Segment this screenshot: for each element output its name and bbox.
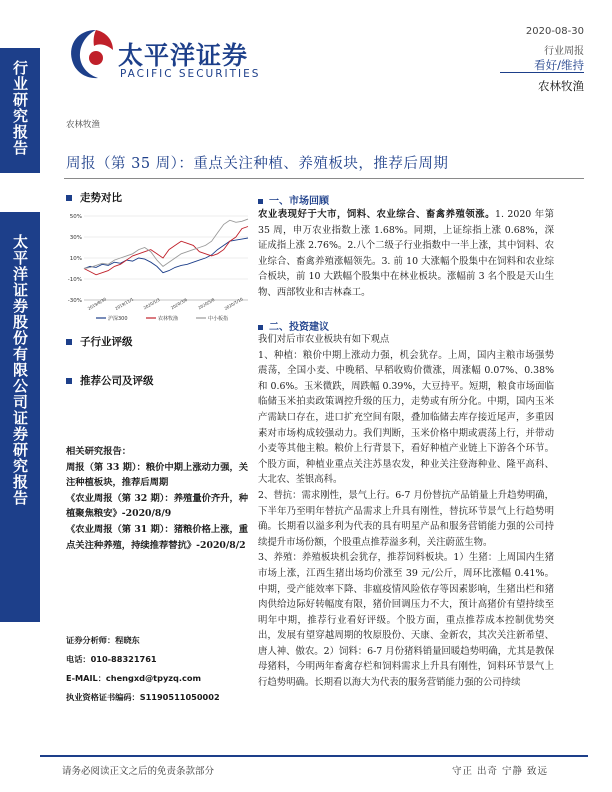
section-investment-heading bbox=[258, 318, 329, 333]
market-review-text bbox=[258, 207, 554, 301]
analyst-info bbox=[66, 631, 250, 707]
legend-label: 农林牧渔 bbox=[158, 316, 179, 322]
chart-legend bbox=[96, 315, 228, 322]
section-market-review-heading bbox=[258, 192, 329, 207]
chart-y-ticks bbox=[68, 214, 82, 304]
y-tick-label: 50% bbox=[69, 214, 82, 220]
series-line-3 bbox=[84, 219, 248, 268]
related-report-2[interactable]: 《农业周报（第 32 期）：养殖量价齐升，种植聚焦粮安》-2020/8/9 bbox=[66, 492, 249, 520]
chart-grid bbox=[84, 216, 248, 300]
bullet-square-icon bbox=[66, 339, 72, 345]
related-heading: 相关研究报告： bbox=[66, 446, 132, 457]
company-logo-icon bbox=[66, 26, 116, 82]
y-tick-label: 10% bbox=[69, 256, 82, 262]
analyst-email[interactable]: E-MAIL：chengxd@tpyzq.com bbox=[66, 673, 202, 683]
paragraph-planting: 1、种植：粮价中期上涨动力强，机会犹存。上周，国内主粮市场强势震荡，全国小麦、中晚稻、早稻收购价微涨，周涨幅 0.07%、0.38%和 0.6%。玉米微跌，周跌幅 0.39%，大豆持平。短期，粮食市场面临临储玉米拍卖政策调控升级的压力，走势或有所分化。中期，国内玉米产需缺口存在，进口扩充空间有限，叠加临储去库存接近尾声，多重因素对市场构成较强动力。我们判断，玉米价格中期或震荡上行，并带动小麦等其他主粮。粮价上行背景下，看好种植产业链上下游各个环节。个股方面，种植业重点关注苏垦农发，种业关注登海种业、隆平高科、大北农、荃银高科。 bbox=[258, 349, 554, 486]
paragraph-breeding: 3、养殖：养殖板块机会犹存，推荐饲料板块。1）生猪：上周国内生猪市场上涨，江西生猪出场均价涨至 39 元/公斤，周环比涨幅 0.41%。中期，受产能效率下降、非瘟疫情风险依存等因素影响，生猪出栏和猪肉供给边际好转幅度有限，猪价回调压力不大，预计高猪价有望持续至明年中期，推荐行业看好评级。个股方面，重点推荐成本控制优势突出，发展有望穿越周期的牧原股份、天康、金新农，其次关注新希望、唐人神、傲农。2）饲料：6-7 月份猪料销量回暖趋势明确，尤其是教保母猪料，今明两年畜禽存栏和饲料需求上升具有刚性，饲料环节景气上行趋势明确。长期看以海大为代表的服务营销能力强的公司持续 bbox=[258, 552, 554, 689]
bullet-square-icon bbox=[258, 325, 263, 330]
market-review-lead: 农业表现好于大市，饲料、农业综合、畜禽养殖领涨。 bbox=[258, 209, 495, 220]
bullet-square-icon bbox=[66, 378, 72, 384]
related-reports bbox=[66, 444, 250, 553]
analyst-certificate: 执业资格证书编码：S1190511050002 bbox=[66, 692, 220, 702]
footer-disclaimer: 请务必阅读正文之后的免责条款部分 bbox=[62, 766, 215, 777]
page-title: 周报（第 35 周）：重点关注种植、养殖板块，推荐后周期 bbox=[66, 156, 449, 172]
paragraph-antibiotic-substitute: 2、替抗：需求刚性，景气上行。6-7 月份替抗产品销量上升趋势明确，下半年乃至明年替抗产品需求上升具有刚性，替抗环节景气上行趋势明确。长期看以溢多利为代表的具有明星产品和服务营销能力强的公司持续提升市场份额，个股重点推荐溢多利，关注蔚蓝生物。 bbox=[258, 489, 554, 548]
legend-label: 中小板指 bbox=[208, 316, 229, 322]
bullet-square-icon bbox=[258, 199, 263, 204]
trend-heading bbox=[66, 190, 122, 205]
series-line-1 bbox=[84, 238, 248, 273]
bullet-square-icon bbox=[66, 195, 72, 201]
sidebar-report-category: 行业研究报告 bbox=[0, 48, 40, 173]
investment-text bbox=[258, 332, 554, 691]
trend-heading-label: 走势对比 bbox=[80, 192, 122, 204]
x-tick-label: 2019/11/1 bbox=[114, 296, 135, 311]
y-tick-label: -10% bbox=[67, 277, 82, 283]
x-tick-label: 2020/7/10 bbox=[223, 296, 244, 311]
analyst-name: 证券分析师：程晓东 bbox=[66, 635, 140, 645]
x-tick-label: 2020/3/6 bbox=[169, 297, 188, 311]
chart-x-ticks bbox=[87, 296, 244, 311]
related-report-3[interactable]: 《农业周报（第 31 期）：猪粮价格上涨，重点关注种养殖，持续推荐替抗》-2020/8/2 bbox=[66, 523, 249, 551]
trend-chart bbox=[62, 212, 252, 324]
header-divider bbox=[500, 72, 584, 73]
market-review-body: 1. 2020 年第 35 周，申万农业指数上涨 1.68%。同期，上证综指上涨 0.68%，深证成指上涨 2.76%。2.八个二级子行业指数中一半上涨，其中饲料、农业综合、畜禽养殖涨幅领先。3. 前 10 大涨幅个股集中在饲料和农业综合板块，前 10 大跌幅个股集中在林业板块。涨幅前 3 名个股是天山生物、西部牧业和吉林森工。 bbox=[258, 209, 554, 298]
y-tick-label: -30% bbox=[67, 298, 82, 304]
logo-english-name: PACIFIC SECURITIES bbox=[120, 68, 261, 80]
title-divider bbox=[64, 178, 584, 179]
sub-rating-heading-label: 子行业评级 bbox=[80, 336, 133, 348]
related-report-1[interactable]: 周报（第 33 期）：粮价中期上涨动力强，关注种植板块，推荐后周期 bbox=[66, 461, 249, 489]
section-heading-label: 一、市场回顾 bbox=[269, 196, 329, 207]
x-tick-label: 2020/1/3 bbox=[142, 297, 161, 311]
report-type: 行业周报 bbox=[544, 46, 584, 57]
footer-divider bbox=[40, 755, 588, 757]
footer-motto: 守正 出奇 宁静 致远 bbox=[452, 766, 549, 777]
sub-rating-heading bbox=[66, 334, 133, 349]
x-tick-label: 2019/8/30 bbox=[86, 296, 108, 311]
chart-series bbox=[84, 219, 248, 275]
logo-chinese-name: 太平洋证券 bbox=[118, 41, 249, 70]
series-line-2 bbox=[84, 227, 248, 275]
report-date: 2020-08-30 bbox=[525, 26, 584, 37]
section-heading-label: 二、投资建议 bbox=[269, 322, 329, 333]
recommend-heading-label: 推荐公司及评级 bbox=[80, 375, 154, 387]
breadcrumb: 农林牧渔 bbox=[66, 120, 101, 130]
x-tick-label: 2020/5/8 bbox=[197, 297, 216, 311]
investment-intro: 我们对后市农业板块有如下观点 bbox=[258, 334, 390, 345]
industry-sector: 农林牧渔 bbox=[538, 79, 584, 93]
legend-label: 沪深300 bbox=[108, 316, 128, 322]
analyst-phone: 电话：010-88321761 bbox=[66, 654, 157, 664]
sidebar-company-name: 太平洋证券股份有限公司证券研究报告 bbox=[0, 212, 40, 622]
y-tick-label: 30% bbox=[69, 235, 82, 241]
industry-rating: 看好/维持 bbox=[534, 58, 584, 72]
recommend-heading bbox=[66, 373, 154, 388]
